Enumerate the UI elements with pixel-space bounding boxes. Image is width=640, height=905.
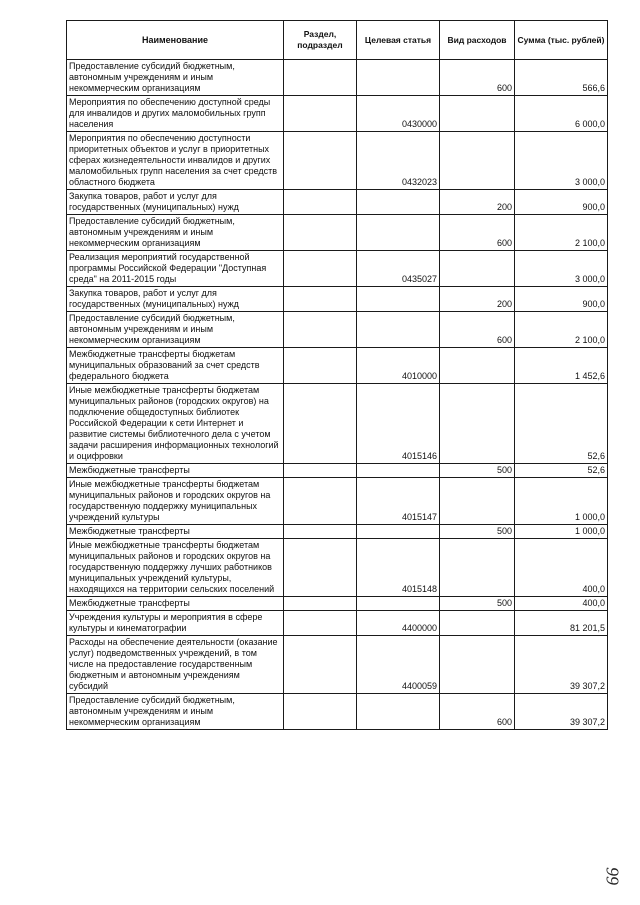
- cell-section: [284, 96, 357, 132]
- cell-section: [284, 464, 357, 478]
- cell-target: [357, 190, 440, 215]
- cell-type: [440, 132, 515, 190]
- cell-name: Мероприятия по обеспечению доступной среды для инвалидов и других маломобильных групп населения: [67, 96, 284, 132]
- cell-target: [357, 287, 440, 312]
- cell-sum: 39 307,2: [515, 636, 608, 694]
- cell-target: 0435027: [357, 251, 440, 287]
- cell-sum: 3 000,0: [515, 251, 608, 287]
- cell-sum: 3 000,0: [515, 132, 608, 190]
- cell-section: [284, 312, 357, 348]
- cell-section: [284, 384, 357, 464]
- cell-sum: 81 201,5: [515, 611, 608, 636]
- cell-type: 600: [440, 215, 515, 251]
- cell-type: [440, 251, 515, 287]
- cell-type: 500: [440, 525, 515, 539]
- cell-type: [440, 348, 515, 384]
- cell-name: Межбюджетные трансферты бюджетам муниципальных образований за счет средств федерального бюджета: [67, 348, 284, 384]
- cell-type: 600: [440, 312, 515, 348]
- cell-section: [284, 597, 357, 611]
- table-row: [67, 287, 608, 312]
- cell-sum: 1 000,0: [515, 478, 608, 525]
- cell-sum: 900,0: [515, 287, 608, 312]
- cell-section: [284, 132, 357, 190]
- cell-sum: 900,0: [515, 190, 608, 215]
- cell-target: 0430000: [357, 96, 440, 132]
- cell-target: 4015148: [357, 539, 440, 597]
- cell-name: Иные межбюджетные трансферты бюджетам муниципальных районов и городских округов на государственную поддержку лучших работников муниципальных учреждений культуры, находящихся на территории сельских поселений: [67, 539, 284, 597]
- cell-name: Иные межбюджетные трансферты бюджетам муниципальных районов (городских округов) на подключение общедоступных библиотек Российской Федерации к сети Интернет и развитие системы библиотечного дела с учетом задачи расширения информационных технологий и оцифровки: [67, 384, 284, 464]
- cell-target: 4010000: [357, 348, 440, 384]
- cell-target: 4015147: [357, 478, 440, 525]
- cell-name: Иные межбюджетные трансферты бюджетам муниципальных районов и городских округов на государственную поддержку муниципальных учреждений культуры: [67, 478, 284, 525]
- cell-section: [284, 694, 357, 730]
- cell-type: [440, 539, 515, 597]
- page-number: 66: [602, 867, 623, 886]
- table-row: [67, 478, 608, 525]
- table-row: [67, 539, 608, 597]
- table-row: [67, 636, 608, 694]
- budget-table: [66, 20, 608, 730]
- cell-sum: 6 000,0: [515, 96, 608, 132]
- cell-name: Реализация мероприятий государственной программы Российской Федерации "Доступная среда" на 2011-2015 годы: [67, 251, 284, 287]
- cell-section: [284, 287, 357, 312]
- cell-name: Учреждения культуры и мероприятия в сфере культуры и кинематографии: [67, 611, 284, 636]
- cell-sum: 1 452,6: [515, 348, 608, 384]
- cell-name: Предоставление субсидий бюджетным, автономным учреждениям и иным некоммерческим организациям: [67, 215, 284, 251]
- header-sum: Сумма (тыс. рублей): [515, 21, 608, 60]
- table-row: [67, 694, 608, 730]
- cell-sum: 52,6: [515, 464, 608, 478]
- cell-type: 600: [440, 60, 515, 96]
- cell-name: Мероприятия по обеспечению доступности приоритетных объектов и услуг в приоритетных сферах жизнедеятельности инвалидов и других маломобильных групп населения за счет средств областного бюджета: [67, 132, 284, 190]
- cell-name: Межбюджетные трансферты: [67, 597, 284, 611]
- table-row: [67, 190, 608, 215]
- table-row: [67, 60, 608, 96]
- table-row: [67, 348, 608, 384]
- cell-type: 200: [440, 190, 515, 215]
- cell-name: Предоставление субсидий бюджетным, автономным учреждениям и иным некоммерческим организациям: [67, 694, 284, 730]
- cell-name: Межбюджетные трансферты: [67, 525, 284, 539]
- table-row: [67, 312, 608, 348]
- cell-name: Закупка товаров, работ и услуг для государственных (муниципальных) нужд: [67, 287, 284, 312]
- table-row: [67, 597, 608, 611]
- cell-name: Предоставление субсидий бюджетным, автономным учреждениям и иным некоммерческим организациям: [67, 312, 284, 348]
- cell-type: 500: [440, 464, 515, 478]
- cell-type: [440, 384, 515, 464]
- cell-type: 600: [440, 694, 515, 730]
- header-type: Вид расходов: [440, 21, 515, 60]
- cell-target: [357, 597, 440, 611]
- table-row: [67, 96, 608, 132]
- cell-sum: 2 100,0: [515, 312, 608, 348]
- cell-type: 500: [440, 597, 515, 611]
- cell-target: 4400000: [357, 611, 440, 636]
- cell-section: [284, 190, 357, 215]
- cell-sum: 566,6: [515, 60, 608, 96]
- header-name: Наименование: [67, 21, 284, 60]
- cell-section: [284, 525, 357, 539]
- cell-target: [357, 312, 440, 348]
- cell-sum: 39 307,2: [515, 694, 608, 730]
- cell-target: [357, 215, 440, 251]
- table-row: [67, 215, 608, 251]
- cell-section: [284, 478, 357, 525]
- cell-target: [357, 60, 440, 96]
- cell-target: [357, 525, 440, 539]
- cell-sum: 1 000,0: [515, 525, 608, 539]
- cell-sum: 400,0: [515, 597, 608, 611]
- cell-type: [440, 636, 515, 694]
- cell-target: 0432023: [357, 132, 440, 190]
- cell-name: Предоставление субсидий бюджетным, автономным учреждениям и иным некоммерческим организациям: [67, 60, 284, 96]
- cell-target: [357, 694, 440, 730]
- header-target: Целевая статья: [357, 21, 440, 60]
- cell-section: [284, 60, 357, 96]
- cell-target: [357, 464, 440, 478]
- cell-type: [440, 611, 515, 636]
- header-section: Раздел, подраздел: [284, 21, 357, 60]
- cell-name: Расходы на обеспечение деятельности (оказание услуг) подведомственных учреждений, в том числе на предоставление государственным бюджетным и автономным учреждениям субсидий: [67, 636, 284, 694]
- table-row: [67, 132, 608, 190]
- cell-section: [284, 251, 357, 287]
- table-body: [67, 60, 608, 730]
- cell-section: [284, 539, 357, 597]
- cell-target: 4015146: [357, 384, 440, 464]
- document-sheet: [66, 20, 607, 730]
- cell-type: [440, 96, 515, 132]
- table-row: [67, 525, 608, 539]
- cell-section: [284, 636, 357, 694]
- cell-name: Межбюджетные трансферты: [67, 464, 284, 478]
- cell-sum: 2 100,0: [515, 215, 608, 251]
- cell-sum: 52,6: [515, 384, 608, 464]
- table-header-row: [67, 21, 608, 60]
- table-row: [67, 611, 608, 636]
- cell-section: [284, 348, 357, 384]
- cell-type: 200: [440, 287, 515, 312]
- cell-type: [440, 478, 515, 525]
- table-row: [67, 251, 608, 287]
- cell-sum: 400,0: [515, 539, 608, 597]
- table-row: [67, 464, 608, 478]
- table-row: [67, 384, 608, 464]
- cell-target: 4400059: [357, 636, 440, 694]
- cell-section: [284, 611, 357, 636]
- cell-section: [284, 215, 357, 251]
- cell-name: Закупка товаров, работ и услуг для государственных (муниципальных) нужд: [67, 190, 284, 215]
